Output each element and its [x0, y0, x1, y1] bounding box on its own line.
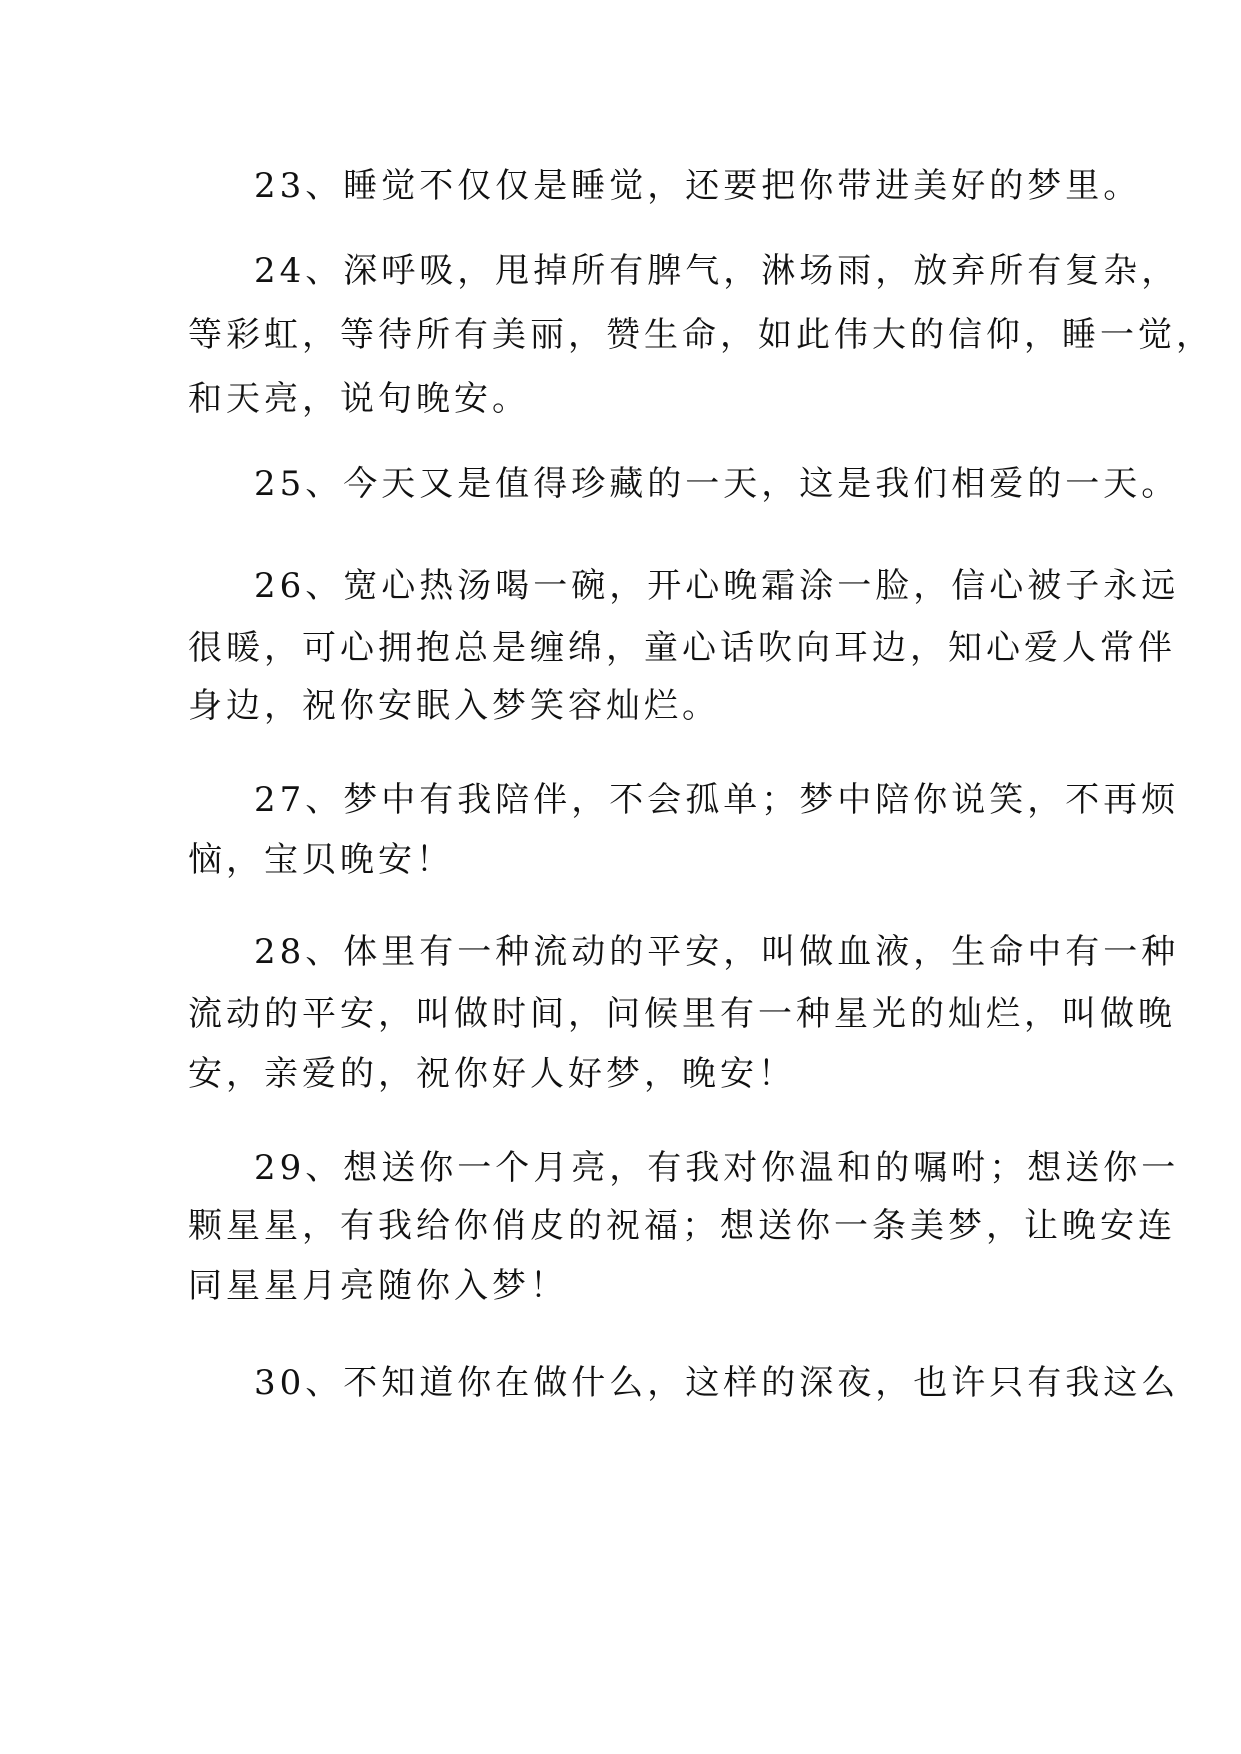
entry-23-line-1: 23、睡觉不仅仅是睡觉，还要把你带进美好的梦里。: [254, 166, 1142, 206]
entry-28-line-1: 28、体里有一种流动的平安，叫做血液，生命中有一种: [254, 932, 1180, 972]
entry-27-line-1: 27、梦中有我陪伴，不会孤单；梦中陪你说笑，不再烦: [254, 780, 1180, 820]
entry-29-line-3: 同星星月亮随你入梦！: [188, 1266, 568, 1306]
entry-29-line-1: 29、想送你一个月亮，有我对你温和的嘱咐；想送你一: [254, 1148, 1180, 1188]
entry-24-line-3: 和天亮，说句晚安。: [188, 379, 530, 419]
entry-24-line-1: 24、深呼吸，甩掉所有脾气，淋场雨，放弃所有复杂，: [254, 251, 1180, 291]
entry-27-line-2: 恼，宝贝晚安！: [188, 840, 454, 880]
entry-26-line-3: 身边，祝你安眠入梦笑容灿烂。: [188, 686, 720, 726]
entry-28-line-2: 流动的平安，叫做时间，问候里有一种星光的灿烂，叫做晚: [188, 994, 1176, 1034]
entry-29-line-2: 颗星星，有我给你俏皮的祝福；想送你一条美梦，让晚安连: [188, 1206, 1176, 1246]
entry-24-line-2: 等彩虹，等待所有美丽，赞生命，如此伟大的信仰，睡一觉，: [188, 315, 1214, 355]
entry-25-line-1: 25、今天又是值得珍藏的一天，这是我们相爱的一天。: [254, 464, 1180, 504]
entry-30-line-1: 30、不知道你在做什么，这样的深夜，也许只有我这么: [254, 1363, 1180, 1403]
entry-28-line-3: 安，亲爱的，祝你好人好梦，晚安！: [188, 1054, 796, 1094]
entry-26-line-2: 很暖，可心拥抱总是缠绵，童心话吹向耳边，知心爱人常伴: [188, 628, 1176, 668]
entry-26-line-1: 26、宽心热汤喝一碗，开心晚霜涂一脸，信心被子永远: [254, 566, 1180, 606]
